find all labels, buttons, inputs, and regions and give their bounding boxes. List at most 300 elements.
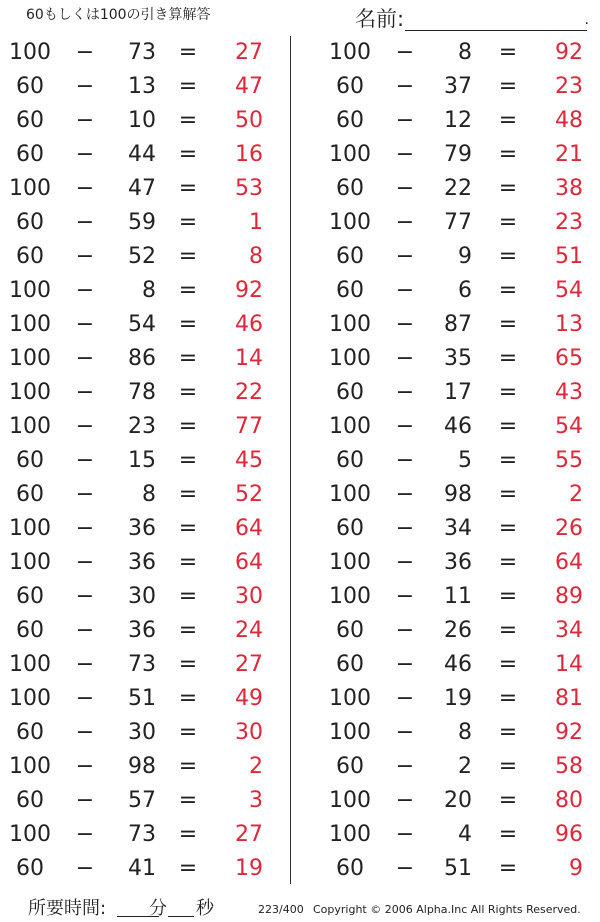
subtrahend: 4: [458, 822, 472, 847]
answer: 54: [555, 414, 583, 439]
problem-row: [292, 342, 592, 376]
problem-row: [292, 478, 592, 512]
subtrahend: 2: [458, 754, 472, 779]
minuend: 100: [329, 210, 371, 235]
minus-sign: −: [395, 788, 415, 813]
equals-sign: =: [498, 142, 518, 167]
equals-sign: =: [178, 176, 198, 201]
answer: 14: [235, 346, 263, 371]
minuend: 60: [16, 448, 44, 473]
equals-sign: =: [178, 312, 198, 337]
subtrahend: 20: [444, 788, 472, 813]
subtrahend: 51: [444, 856, 472, 881]
minuend: 60: [336, 244, 364, 269]
minus-sign: −: [75, 210, 95, 235]
copyright-notice: Copyright © 2006 Alpha.Inc All Rights Reserved.: [313, 903, 581, 916]
minuend: 100: [9, 176, 51, 201]
equals-sign: =: [498, 856, 518, 881]
minuend: 60: [336, 74, 364, 99]
problem-row: [292, 614, 592, 648]
problem-row: [292, 308, 592, 342]
equals-sign: =: [498, 346, 518, 371]
minuend: 60: [16, 618, 44, 643]
minuend: 60: [336, 754, 364, 779]
subtrahend: 46: [444, 414, 472, 439]
answer: 53: [235, 176, 263, 201]
minuend: 100: [329, 414, 371, 439]
equals-sign: =: [178, 720, 198, 745]
answer: 46: [235, 312, 263, 337]
problem-row: [292, 648, 592, 682]
problem-row: [0, 546, 290, 580]
minuend: 100: [329, 312, 371, 337]
minuend: 100: [329, 40, 371, 65]
answer: 80: [555, 788, 583, 813]
minus-sign: −: [75, 618, 95, 643]
subtrahend: 5: [458, 448, 472, 473]
subtrahend: 36: [128, 516, 156, 541]
minuend: 60: [16, 856, 44, 881]
minuend: 100: [9, 822, 51, 847]
minus-sign: −: [395, 584, 415, 609]
minus-sign: −: [75, 720, 95, 745]
minuend: 100: [9, 652, 51, 677]
minuend: 100: [329, 584, 371, 609]
equals-sign: =: [178, 584, 198, 609]
answer: 19: [235, 856, 263, 881]
problem-row: [292, 36, 592, 70]
problem-row: [0, 274, 290, 308]
minus-sign: −: [75, 176, 95, 201]
minuend: 60: [336, 278, 364, 303]
minuend: 100: [329, 142, 371, 167]
minus-sign: −: [395, 176, 415, 201]
problem-row: [292, 172, 592, 206]
minutes-label: 分: [149, 898, 167, 919]
minuend: 60: [16, 142, 44, 167]
answer: 38: [555, 176, 583, 201]
subtrahend: 15: [128, 448, 156, 473]
subtrahend: 86: [128, 346, 156, 371]
minus-sign: −: [395, 516, 415, 541]
equals-sign: =: [178, 346, 198, 371]
minus-sign: −: [395, 142, 415, 167]
equals-sign: =: [178, 74, 198, 99]
minuend: 100: [9, 346, 51, 371]
subtrahend: 8: [458, 720, 472, 745]
seconds-label: 秒: [196, 898, 214, 919]
answer: 52: [235, 482, 263, 507]
subtrahend: 8: [458, 40, 472, 65]
answer: 34: [555, 618, 583, 643]
answer: 89: [555, 584, 583, 609]
subtrahend: 77: [444, 210, 472, 235]
equals-sign: =: [178, 856, 198, 881]
minus-sign: −: [395, 74, 415, 99]
minus-sign: −: [395, 550, 415, 575]
subtrahend: 12: [444, 108, 472, 133]
minus-sign: −: [75, 788, 95, 813]
subtrahend: 26: [444, 618, 472, 643]
problem-row: [292, 546, 592, 580]
answer: 9: [569, 856, 583, 881]
answer: 2: [249, 754, 263, 779]
problem-row: [0, 342, 290, 376]
equals-sign: =: [498, 74, 518, 99]
minuend: 60: [336, 618, 364, 643]
subtrahend: 54: [128, 312, 156, 337]
minuend: 60: [16, 720, 44, 745]
subtrahend: 36: [128, 550, 156, 575]
equals-sign: =: [498, 448, 518, 473]
minus-sign: −: [395, 108, 415, 133]
subtrahend: 13: [128, 74, 156, 99]
minus-sign: −: [75, 278, 95, 303]
problem-row: [0, 138, 290, 172]
answer: 58: [555, 754, 583, 779]
problem-row: [0, 376, 290, 410]
minus-sign: −: [75, 516, 95, 541]
minuend: 60: [336, 652, 364, 677]
equals-sign: =: [498, 754, 518, 779]
minus-sign: −: [395, 482, 415, 507]
equals-sign: =: [498, 652, 518, 677]
equals-sign: =: [498, 176, 518, 201]
name-underline: [405, 30, 587, 31]
problem-row: [0, 36, 290, 70]
answer: 13: [555, 312, 583, 337]
equals-sign: =: [178, 210, 198, 235]
minuend: 60: [16, 244, 44, 269]
problem-row: [0, 852, 290, 886]
answer: 77: [235, 414, 263, 439]
equals-sign: =: [498, 108, 518, 133]
equals-sign: =: [178, 788, 198, 813]
name-label: 名前:: [355, 7, 405, 31]
answer: 92: [555, 40, 583, 65]
subtrahend: 73: [128, 40, 156, 65]
problem-row: [292, 206, 592, 240]
minuend: 100: [9, 40, 51, 65]
answer: 43: [555, 380, 583, 405]
equals-sign: =: [498, 40, 518, 65]
answer: 27: [235, 40, 263, 65]
answer: 27: [235, 822, 263, 847]
equals-sign: =: [178, 414, 198, 439]
problem-row: [0, 444, 290, 478]
subtrahend: 78: [128, 380, 156, 405]
equals-sign: =: [178, 278, 198, 303]
answer: 81: [555, 686, 583, 711]
minus-sign: −: [75, 346, 95, 371]
problem-row: [0, 70, 290, 104]
equals-sign: =: [498, 414, 518, 439]
minus-sign: −: [75, 380, 95, 405]
equals-sign: =: [178, 142, 198, 167]
minus-sign: −: [75, 754, 95, 779]
minus-sign: −: [75, 108, 95, 133]
problem-row: [292, 240, 592, 274]
subtrahend: 30: [128, 720, 156, 745]
subtrahend: 19: [444, 686, 472, 711]
answer: 8: [249, 244, 263, 269]
subtrahend: 8: [142, 278, 156, 303]
problem-row: [0, 614, 290, 648]
answer: 96: [555, 822, 583, 847]
answer: 24: [235, 618, 263, 643]
subtrahend: 35: [444, 346, 472, 371]
page-number: 223/400: [258, 903, 304, 916]
minuend: 100: [329, 686, 371, 711]
minuend: 100: [329, 822, 371, 847]
minuend: 60: [336, 448, 364, 473]
minus-sign: −: [395, 414, 415, 439]
subtrahend: 6: [458, 278, 472, 303]
minus-sign: −: [75, 822, 95, 847]
minus-sign: −: [395, 754, 415, 779]
answer: 3: [249, 788, 263, 813]
equals-sign: =: [178, 482, 198, 507]
problem-row: [292, 70, 592, 104]
minuend: 100: [9, 516, 51, 541]
problem-row: [0, 580, 290, 614]
subtrahend: 73: [128, 652, 156, 677]
subtrahend: 59: [128, 210, 156, 235]
problem-row: [292, 410, 592, 444]
equals-sign: =: [498, 550, 518, 575]
equals-sign: =: [178, 516, 198, 541]
minuend: 100: [9, 278, 51, 303]
minus-sign: −: [395, 856, 415, 881]
subtrahend: 8: [142, 482, 156, 507]
minuend: 100: [329, 550, 371, 575]
name-field[interactable]: [355, 6, 587, 32]
equals-sign: =: [498, 822, 518, 847]
minus-sign: −: [75, 686, 95, 711]
equals-sign: =: [178, 40, 198, 65]
answer: 54: [555, 278, 583, 303]
minuend: 60: [16, 584, 44, 609]
problem-row: [292, 852, 592, 886]
minus-sign: −: [75, 550, 95, 575]
problem-row: [0, 478, 290, 512]
minuend: 60: [336, 516, 364, 541]
minus-sign: −: [75, 652, 95, 677]
problem-row: [292, 444, 592, 478]
equals-sign: =: [178, 618, 198, 643]
subtrahend: 47: [128, 176, 156, 201]
problem-row: [0, 172, 290, 206]
minuend: 100: [329, 720, 371, 745]
problem-row: [0, 716, 290, 750]
problem-row: [292, 104, 592, 138]
answer: 1: [249, 210, 263, 235]
problem-row: [0, 682, 290, 716]
problem-row: [0, 308, 290, 342]
minuend: 100: [9, 380, 51, 405]
problem-row: [292, 818, 592, 852]
minus-sign: −: [75, 312, 95, 337]
minus-sign: −: [395, 822, 415, 847]
equals-sign: =: [178, 380, 198, 405]
problem-row: [292, 784, 592, 818]
problem-row: [292, 716, 592, 750]
problem-row: [0, 104, 290, 138]
subtrahend: 10: [128, 108, 156, 133]
minuend: 60: [16, 482, 44, 507]
problem-row: [0, 750, 290, 784]
seconds-blank[interactable]: [168, 916, 194, 917]
time-required-label: 所要時間:: [28, 898, 107, 919]
answer: 47: [235, 74, 263, 99]
answer: 23: [555, 210, 583, 235]
problem-row: [292, 138, 592, 172]
subtrahend: 87: [444, 312, 472, 337]
subtrahend: 11: [444, 584, 472, 609]
answer: 2: [569, 482, 583, 507]
subtrahend: 37: [444, 74, 472, 99]
minus-sign: −: [75, 40, 95, 65]
minus-sign: −: [395, 720, 415, 745]
subtrahend: 17: [444, 380, 472, 405]
subtrahend: 73: [128, 822, 156, 847]
subtrahend: 98: [444, 482, 472, 507]
subtrahend: 51: [128, 686, 156, 711]
minus-sign: −: [75, 414, 95, 439]
problem-row: [0, 240, 290, 274]
equals-sign: =: [498, 618, 518, 643]
answer: 45: [235, 448, 263, 473]
subtrahend: 52: [128, 244, 156, 269]
minus-sign: −: [395, 448, 415, 473]
minus-sign: −: [395, 686, 415, 711]
answer: 30: [235, 720, 263, 745]
answer: 16: [235, 142, 263, 167]
minus-sign: −: [395, 278, 415, 303]
subtrahend: 98: [128, 754, 156, 779]
answer: 65: [555, 346, 583, 371]
minuend: 100: [9, 414, 51, 439]
subtrahend: 46: [444, 652, 472, 677]
equals-sign: =: [498, 516, 518, 541]
minus-sign: −: [395, 210, 415, 235]
minuend: 60: [16, 74, 44, 99]
minuend: 100: [329, 788, 371, 813]
minus-sign: −: [75, 482, 95, 507]
minus-sign: −: [395, 40, 415, 65]
answer: 92: [555, 720, 583, 745]
answer: 26: [555, 516, 583, 541]
subtrahend: 36: [444, 550, 472, 575]
minuend: 60: [336, 108, 364, 133]
minuend: 100: [329, 482, 371, 507]
answer: 64: [235, 516, 263, 541]
answer: 55: [555, 448, 583, 473]
minuend: 60: [16, 210, 44, 235]
equals-sign: =: [498, 312, 518, 337]
answer: 21: [555, 142, 583, 167]
right-problem-column: [292, 36, 592, 886]
problem-row: [0, 648, 290, 682]
equals-sign: =: [178, 550, 198, 575]
name-dot: .: [584, 12, 589, 28]
answer: 23: [555, 74, 583, 99]
answer: 50: [235, 108, 263, 133]
equals-sign: =: [498, 278, 518, 303]
equals-sign: =: [498, 584, 518, 609]
subtrahend: 57: [128, 788, 156, 813]
minuend: 60: [16, 788, 44, 813]
equals-sign: =: [498, 244, 518, 269]
problem-row: [0, 784, 290, 818]
equals-sign: =: [178, 652, 198, 677]
minus-sign: −: [75, 244, 95, 269]
minus-sign: −: [75, 584, 95, 609]
minuend: 60: [336, 380, 364, 405]
equals-sign: =: [498, 686, 518, 711]
equals-sign: =: [178, 754, 198, 779]
equals-sign: =: [498, 788, 518, 813]
problem-row: [292, 580, 592, 614]
minuend: 60: [16, 108, 44, 133]
answer: 14: [555, 652, 583, 677]
problem-row: [292, 274, 592, 308]
subtrahend: 22: [444, 176, 472, 201]
minuend: 100: [9, 754, 51, 779]
subtrahend: 44: [128, 142, 156, 167]
equals-sign: =: [498, 720, 518, 745]
equals-sign: =: [178, 686, 198, 711]
equals-sign: =: [498, 380, 518, 405]
footer: [0, 890, 600, 922]
problem-row: [292, 512, 592, 546]
equals-sign: =: [498, 210, 518, 235]
subtrahend: 36: [128, 618, 156, 643]
equals-sign: =: [498, 482, 518, 507]
equals-sign: =: [178, 822, 198, 847]
column-divider: [290, 36, 291, 884]
answer: 27: [235, 652, 263, 677]
equals-sign: =: [178, 108, 198, 133]
minus-sign: −: [75, 856, 95, 881]
answer: 64: [235, 550, 263, 575]
minuend: 60: [336, 856, 364, 881]
answer: 22: [235, 380, 263, 405]
problem-row: [292, 376, 592, 410]
minus-sign: −: [395, 652, 415, 677]
subtrahend: 34: [444, 516, 472, 541]
equals-sign: =: [178, 448, 198, 473]
subtrahend: 9: [458, 244, 472, 269]
minus-sign: −: [75, 142, 95, 167]
subtrahend: 79: [444, 142, 472, 167]
answer: 48: [555, 108, 583, 133]
problem-row: [0, 512, 290, 546]
minuend: 100: [9, 550, 51, 575]
minuend: 60: [336, 176, 364, 201]
minus-sign: −: [395, 346, 415, 371]
left-problem-column: [0, 36, 290, 886]
problem-row: [292, 682, 592, 716]
minuend: 100: [9, 686, 51, 711]
minus-sign: −: [75, 448, 95, 473]
problem-row: [0, 410, 290, 444]
answer: 30: [235, 584, 263, 609]
minus-sign: −: [75, 74, 95, 99]
problem-row: [0, 206, 290, 240]
problem-row: [292, 750, 592, 784]
subtrahend: 41: [128, 856, 156, 881]
